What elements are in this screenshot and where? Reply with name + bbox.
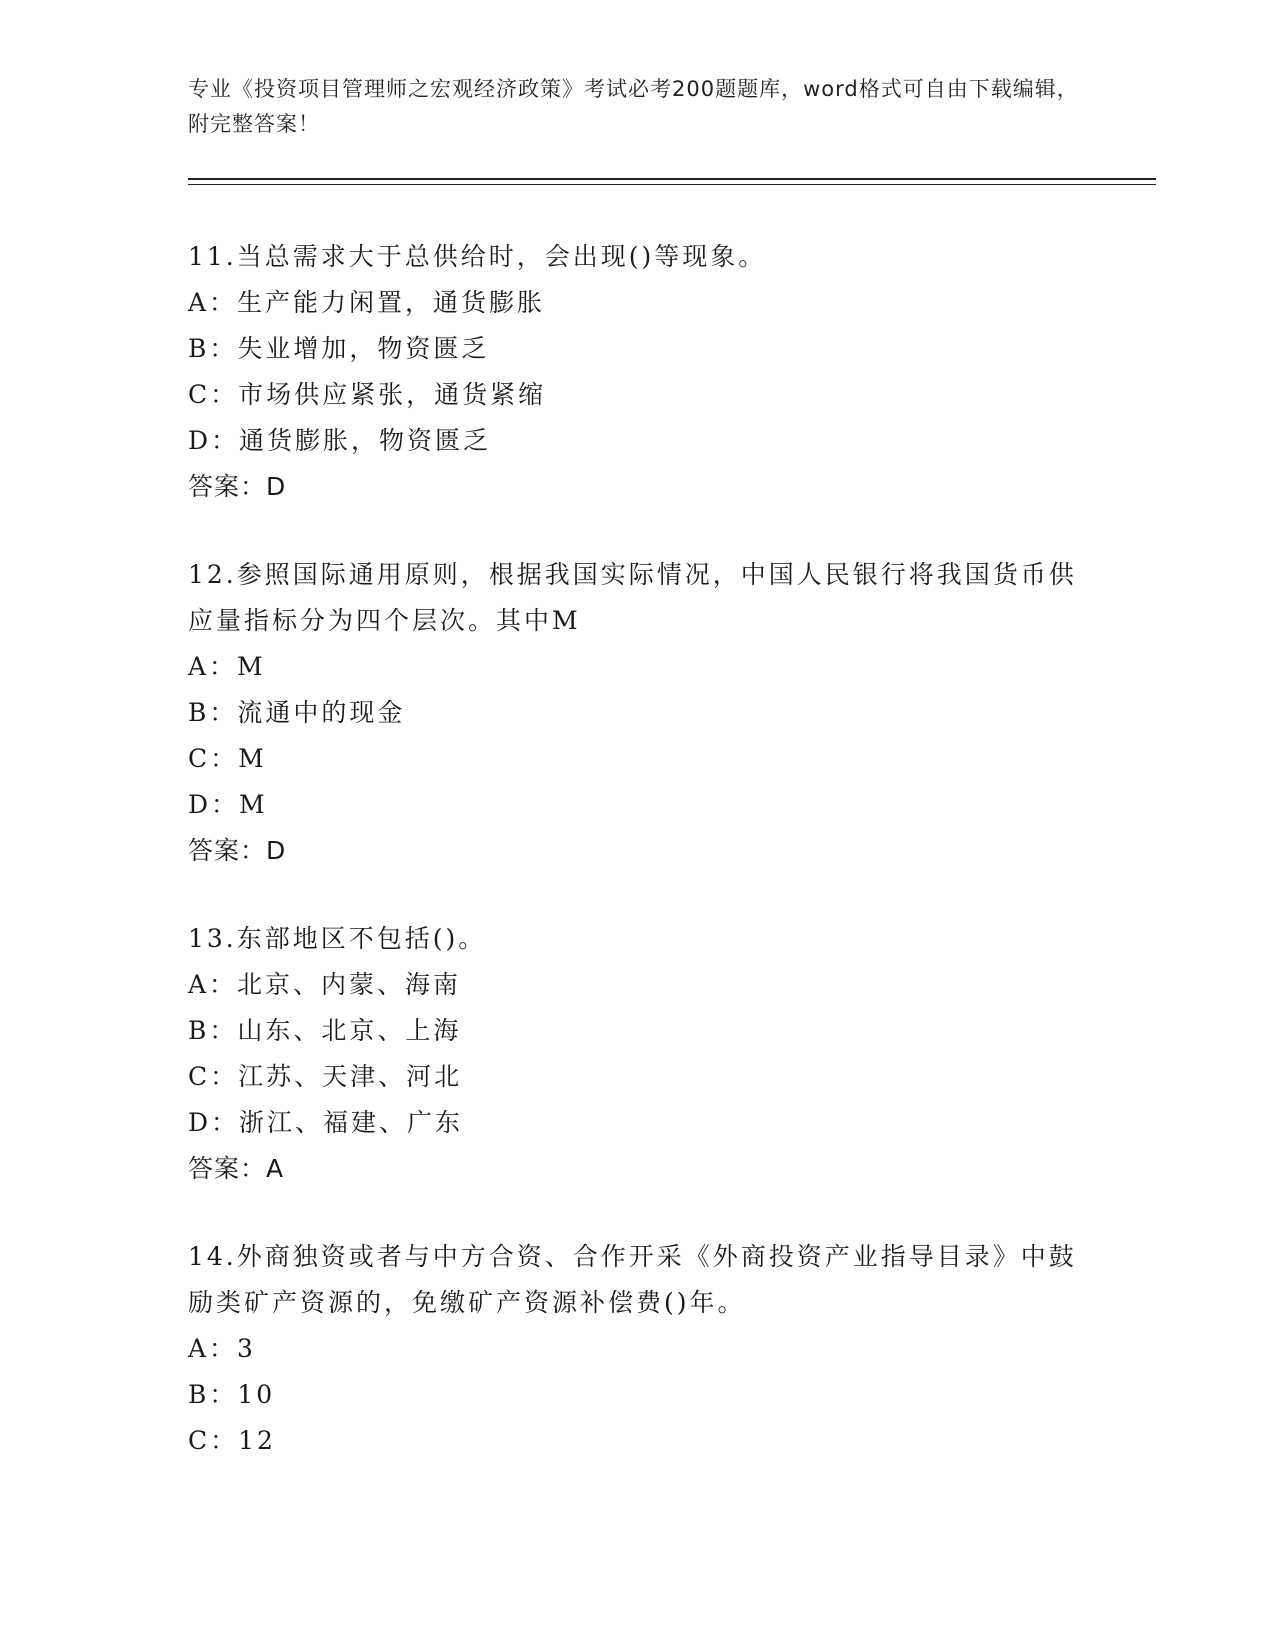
option-b: B：10 — [188, 1380, 276, 1409]
option-a: A：生产能力闲置，通货膨胀 — [188, 288, 546, 317]
question-13 — [188, 916, 1088, 1192]
option-d: D：浙江、福建、广东 — [188, 1108, 464, 1137]
answer-label: 答案：D — [188, 836, 287, 865]
option-d: D：M — [188, 790, 268, 819]
option-b: B：失业增加，物资匮乏 — [188, 334, 490, 363]
option-b: B：山东、北京、上海 — [188, 1016, 462, 1045]
question-stem: 14.外商独资或者与中方合资、合作开采《外商投资产业指导目录》中鼓励类矿产资源的，免缴矿产资源补偿费()年。 — [188, 1242, 1077, 1317]
header-divider-thin — [188, 184, 1156, 185]
header-divider-thick — [188, 178, 1156, 180]
option-b: B：流通中的现金 — [188, 698, 406, 727]
question-12 — [188, 552, 1088, 874]
question-stem: 13.东部地区不包括()。 — [188, 924, 487, 953]
option-c: C：市场供应紧张，通货紧缩 — [188, 380, 547, 409]
question-stem: 11.当总需求大于总供给时，会出现()等现象。 — [188, 242, 767, 271]
question-11 — [188, 234, 1088, 510]
document-intro: 专业《投资项目管理师之宏观经济政策》考试必考200题题库，word格式可自由下载编辑，附完整答案！ — [188, 77, 1079, 136]
answer-label: 答案：A — [188, 1154, 285, 1183]
option-c: C：江苏、天津、河北 — [188, 1062, 463, 1091]
question-14 — [188, 1234, 1088, 1464]
option-a: A：北京、内蒙、海南 — [188, 970, 462, 999]
option-a: A：M — [188, 652, 266, 681]
option-c: C：M — [188, 744, 267, 773]
option-c: C：12 — [188, 1426, 276, 1455]
question-stem: 12.参照国际通用原则，根据我国实际情况，中国人民银行将我国货币供应量指标分为四个层次。其中M — [188, 560, 1077, 635]
option-a: A：3 — [188, 1334, 256, 1363]
option-d: D：通货膨胀，物资匮乏 — [188, 426, 492, 455]
question-list — [188, 234, 1088, 1506]
answer-label: 答案：D — [188, 472, 287, 501]
